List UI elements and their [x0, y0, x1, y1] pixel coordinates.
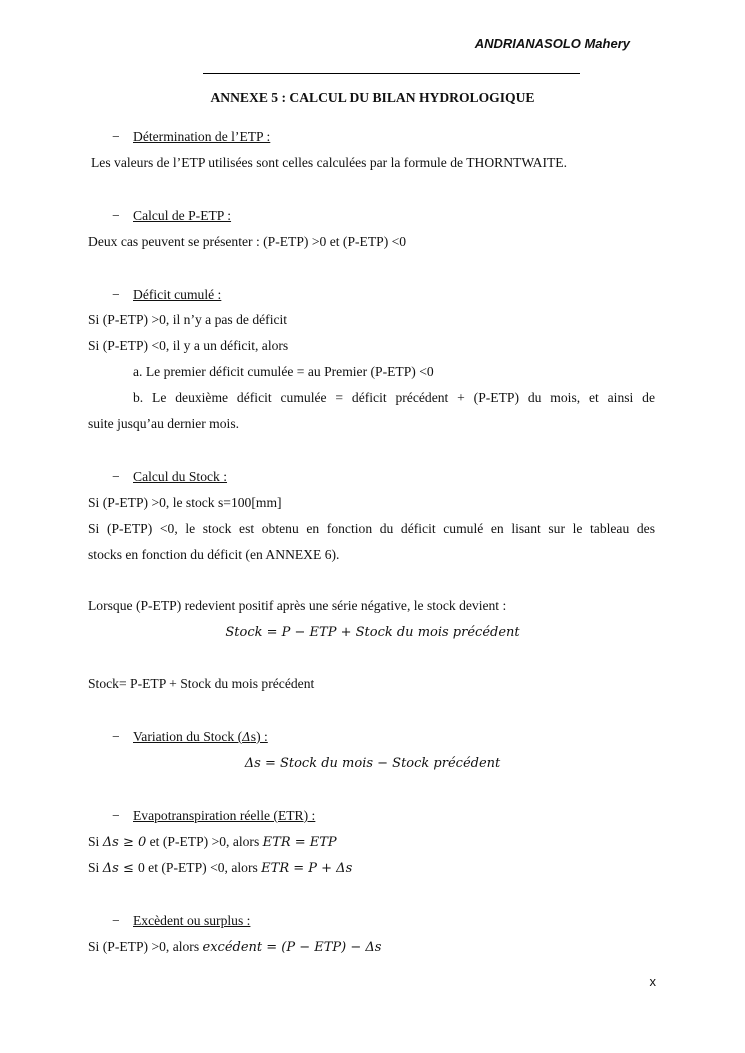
math: ETR = ETP [262, 835, 337, 850]
section-heading-etp: Détermination de l’ETP : [133, 129, 271, 144]
section-heading-petp: Calcul de P-ETP : [133, 208, 232, 223]
paragraph [88, 834, 337, 851]
paragraph [88, 860, 352, 877]
list-item-line: b. Le deuxième déficit cumulée = déficit précédent + (P-ETP) du mois, et ainsi de [133, 390, 655, 405]
paragraph: Lorsque (P-ETP) redevient positif après une série négative, le stock devient : [88, 598, 507, 613]
paragraph [88, 521, 655, 537]
paragraph: stocks en fonction du déficit (en ANNEXE 6). [88, 547, 340, 562]
paragraph: Stock= P-ETP + Stock du mois précédent [88, 676, 315, 691]
list-marker: − [112, 729, 120, 744]
text: Si [88, 834, 103, 849]
list-item [88, 390, 655, 406]
list-marker: − [112, 287, 120, 302]
text: 0 et (P-ETP) <0, alors [137, 860, 262, 875]
list-marker: − [112, 129, 120, 144]
formula-stock: Stock = P − ETP + Stock du mois précédent [225, 625, 520, 640]
list-marker: − [112, 808, 120, 823]
author-header: ANDRIANASOLO Mahery [474, 36, 630, 51]
paragraph: Si (P-ETP) >0, il n’y a pas de déficit [88, 312, 288, 327]
section-heading-stock: Calcul du Stock : [133, 469, 228, 484]
math: Δs ≤ [102, 861, 138, 876]
section-heading-deficit: Déficit cumulé : [133, 287, 222, 302]
paragraph: Si (P-ETP) <0, il y a un déficit, alors [88, 338, 289, 353]
paragraph: Deux cas peuvent se présenter : (P-ETP) >0 et (P-ETP) <0 [88, 234, 407, 249]
paragraph: Si (P-ETP) >0, le stock s=100[mm] [88, 495, 282, 510]
header-rule [203, 73, 580, 74]
page-number: x [649, 974, 656, 989]
text: et (P-ETP) >0, alors [146, 834, 263, 849]
paragraph: Les valeurs de l’ETP utilisées sont celles calculées par la formule de THORNTWAITE. [91, 155, 568, 170]
heading-text: Variation du Stock ( [133, 729, 243, 744]
section-heading-etr: Evapotranspiration réelle (ETR) : [133, 808, 316, 823]
math: excédent = (P − ETP) − Δs [202, 940, 382, 955]
paragraph-line: Si (P-ETP) <0, le stock est obtenu en fonction du déficit cumulé en lisant sur le tableau des [88, 521, 655, 536]
delta-symbol: Δ [242, 730, 251, 744]
paragraph [88, 939, 381, 956]
text: Si [88, 860, 103, 875]
list-marker: − [112, 469, 120, 484]
formula-variation: Δs = Stock du mois − Stock précédent [244, 756, 501, 771]
section-heading-variation [133, 729, 268, 745]
list-marker: − [112, 208, 120, 223]
text: Si (P-ETP) >0, alors [88, 939, 203, 954]
heading-text: s) : [250, 729, 268, 744]
math: Δs ≥ 0 [102, 835, 147, 850]
page-title: ANNEXE 5 : CALCUL DU BILAN HYDROLOGIQUE [210, 90, 535, 105]
math: ETR = P + Δs [261, 861, 353, 876]
list-item-continuation: suite jusqu’au dernier mois. [88, 416, 240, 431]
list-item: a. Le premier déficit cumulée = au Premier (P-ETP) <0 [133, 364, 434, 379]
section-heading-surplus: Excèdent ou surplus : [133, 913, 251, 928]
list-marker: − [112, 913, 120, 928]
